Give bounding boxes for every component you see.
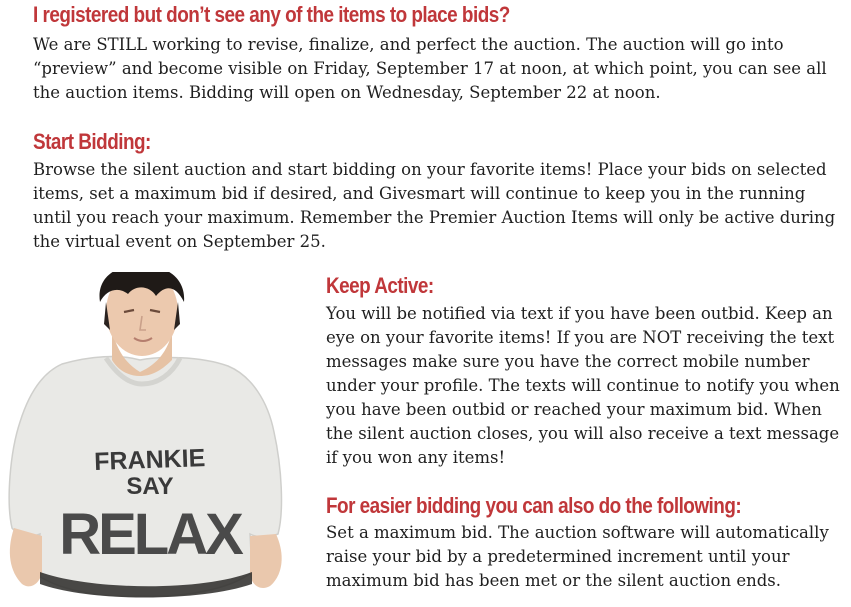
right-arm (250, 534, 282, 588)
faq-heading: I registered but don’t see any of the items to place bids? (33, 2, 510, 27)
easier-bidding-body: Set a maximum bid. The auction software will automatically raise your bid by a predetermined increment until your maximum bid has been met or the silent auction ends. (326, 523, 829, 590)
start-bidding-body: Browse the silent auction and start bidding on your favorite items! Place your bids on selected items, set a maximum bid if desired, and Givesmart will continue to keep you in the running until you reach your maximum. Remember the Premier Auction Items will only be active during the virtual event on September 25. (33, 160, 836, 251)
left-arm (10, 528, 42, 586)
shirt-text-line2: SAY (126, 473, 174, 500)
keep-active-heading: Keep Active: (326, 273, 434, 298)
shirt-text-line1: FRANKIE (93, 444, 206, 476)
faq-body: We are STILL working to revise, finalize, and perfect the auction. The auction will go into “preview” and become visible on Friday, September 17 at noon, at which point, you can see all the auction items. Bidding will open on Wednesday, September 22 at noon. (33, 35, 827, 102)
man-in-tshirt-illustration (0, 272, 312, 607)
keep-active-body: You will be notified via text if you have been outbid. Keep an eye on your favorite items! If you are NOT receiving the text messages make sure you have the correct mobile number under your profile. The texts will continue to notify you when you have been outbid or reached your maximum bid. When the silent auction closes, you will also receive a text message if you won any items! (326, 304, 840, 467)
shirt-text-line3: RELAX (59, 502, 241, 567)
easier-bidding-heading: For easier bidding you can also do the following: (326, 493, 742, 518)
start-bidding-heading: Start Bidding: (33, 129, 151, 154)
